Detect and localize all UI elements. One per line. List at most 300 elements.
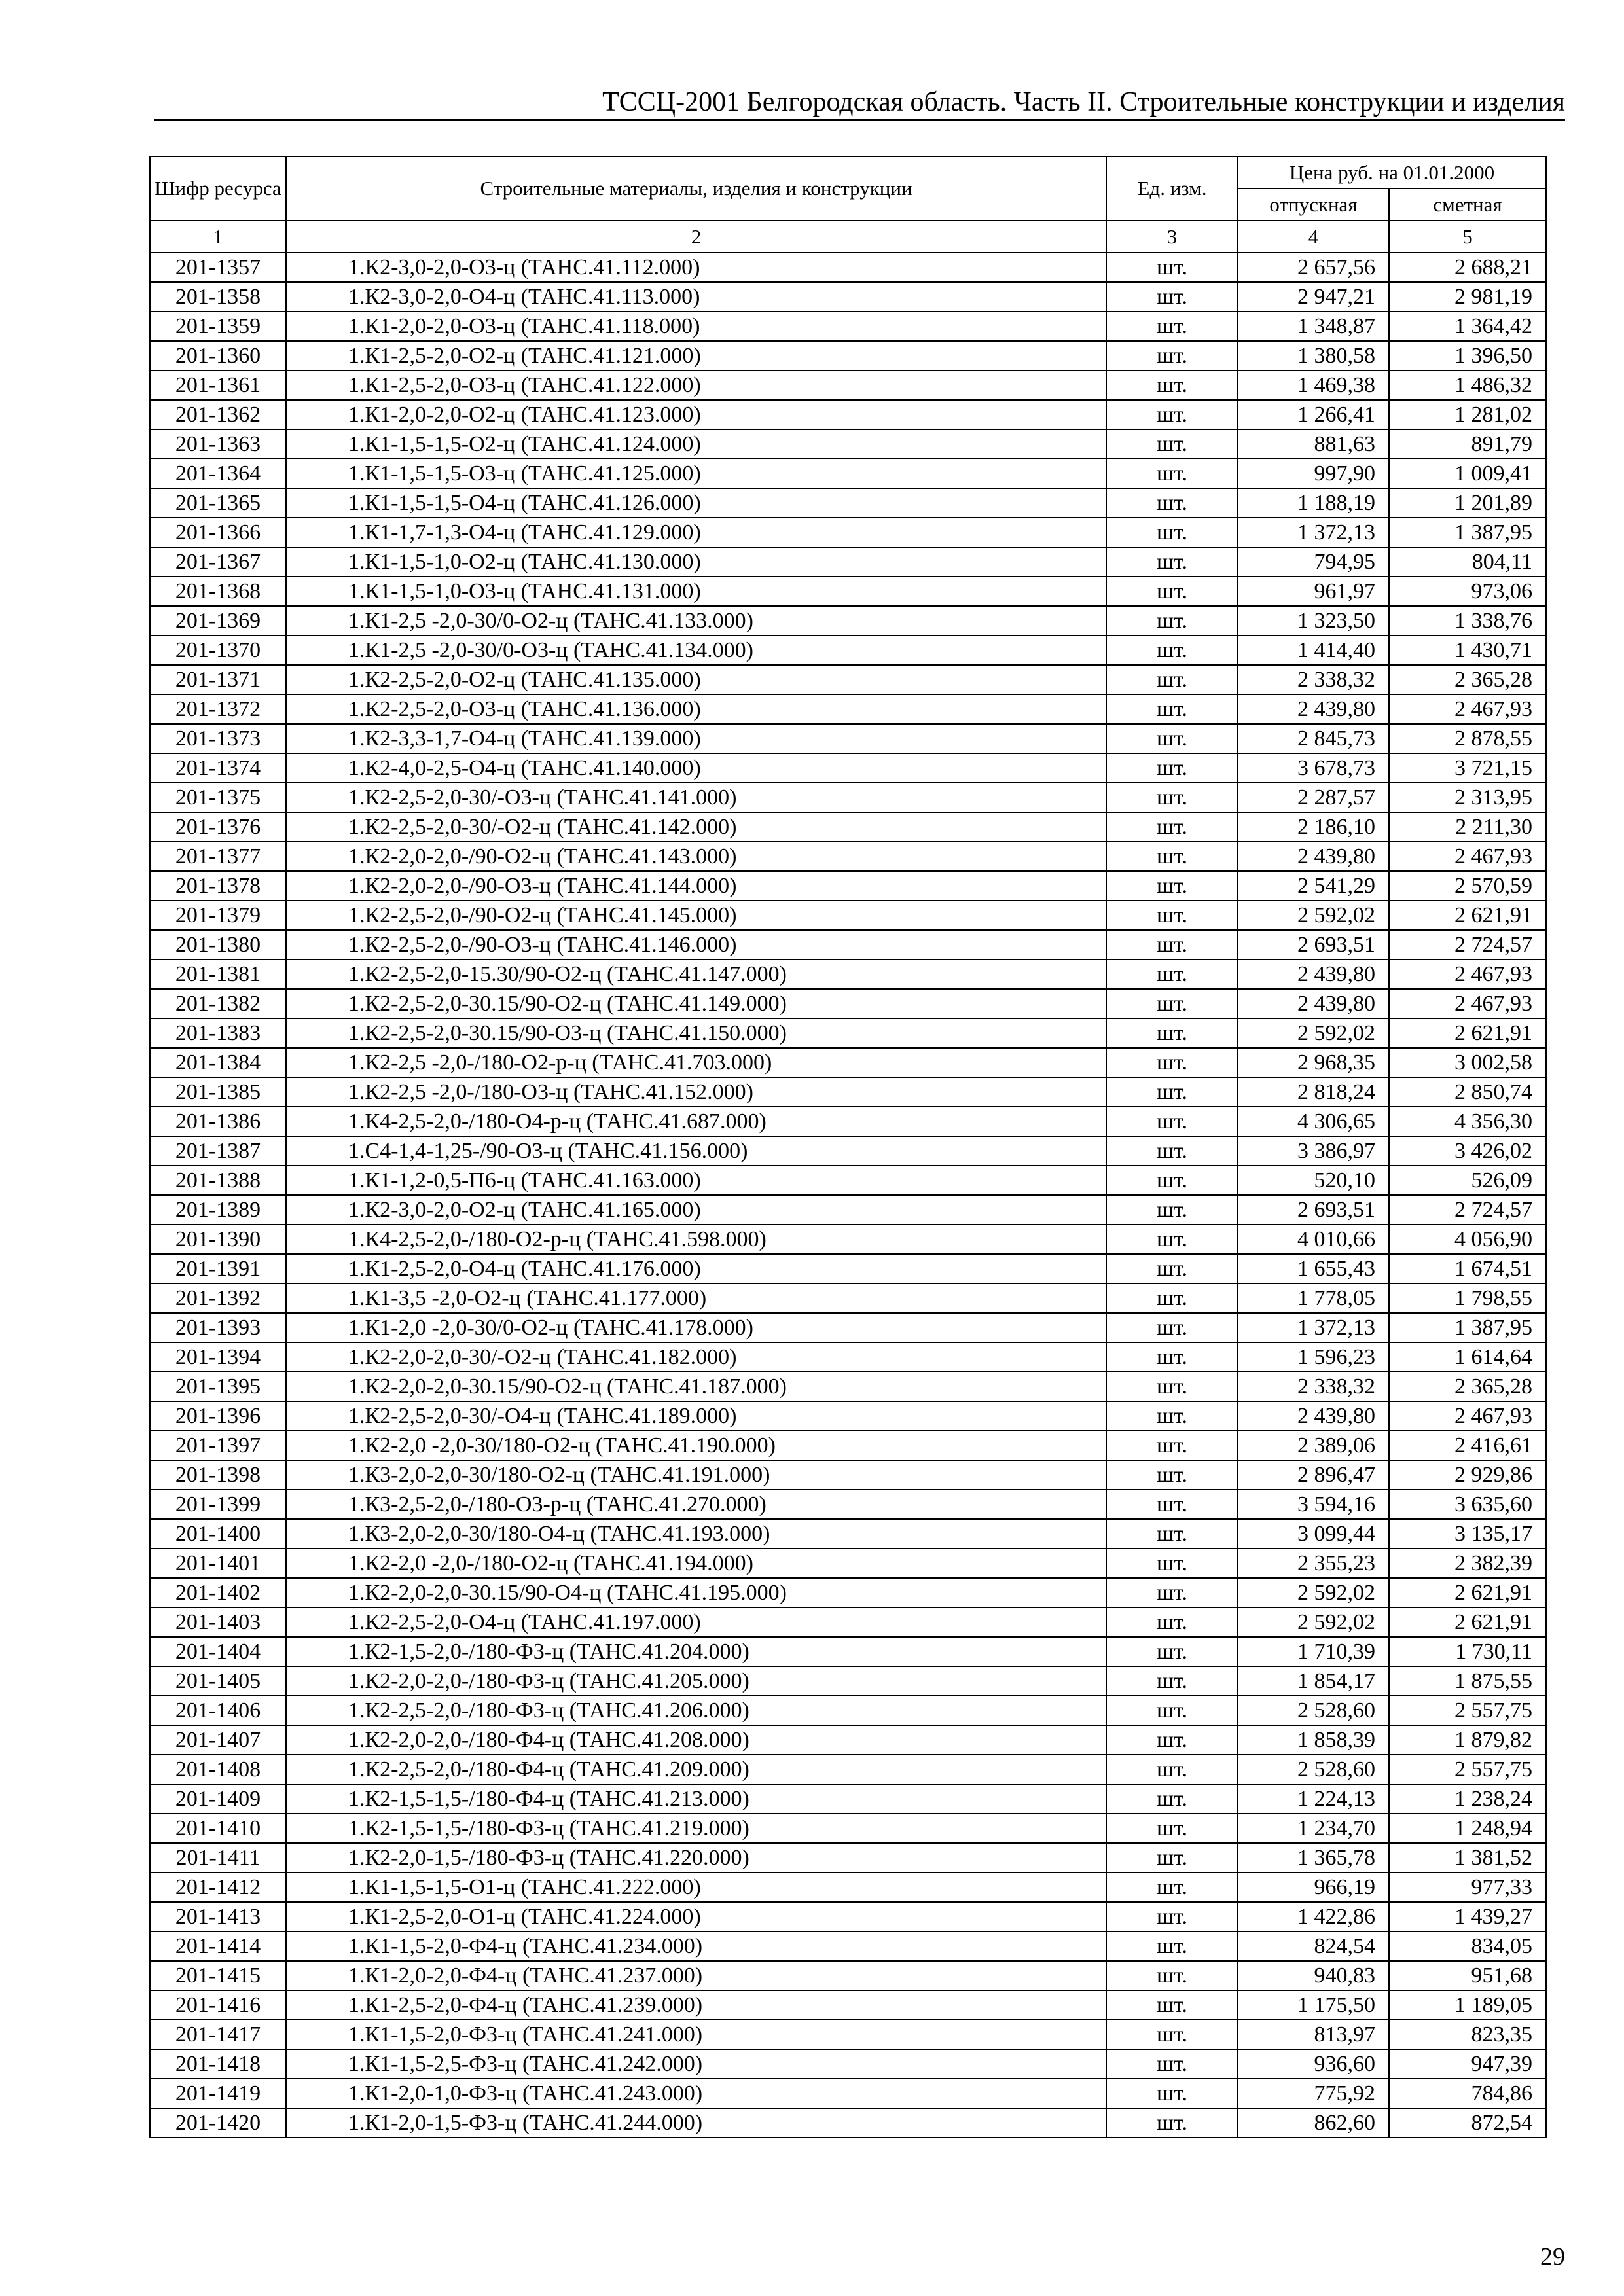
unit-cell: шт.: [1106, 1902, 1238, 1931]
resource-code-cell: 201-1387: [150, 1136, 286, 1166]
estimate-price-cell: 1 798,55: [1389, 1283, 1546, 1313]
release-price-cell: 2 338,32: [1238, 665, 1389, 694]
unit-cell: шт.: [1106, 341, 1238, 370]
material-name-cell: 1.К2-2,5-2,0-30/-О2-ц (ТАНС.41.142.000): [286, 812, 1106, 842]
estimate-price-cell: 3 635,60: [1389, 1490, 1546, 1519]
material-name-cell: 1.К2-1,5-2,0-/180-Ф3-ц (ТАНС.41.204.000): [286, 1637, 1106, 1666]
table-row: [150, 1077, 1546, 1107]
material-name-cell: 1.К2-2,5 -2,0-/180-О2-р-ц (ТАНС.41.703.000): [286, 1048, 1106, 1077]
unit-cell: шт.: [1106, 1107, 1238, 1136]
material-name-cell: 1.К4-2,5-2,0-/180-О2-р-ц (ТАНС.41.598.000): [286, 1225, 1106, 1254]
unit-cell: шт.: [1106, 1607, 1238, 1637]
estimate-price-cell: 1 396,50: [1389, 341, 1546, 370]
table-row: [150, 1637, 1546, 1666]
resource-code-cell: 201-1397: [150, 1431, 286, 1460]
estimate-price-cell: 2 416,61: [1389, 1431, 1546, 1460]
resource-code-cell: 201-1419: [150, 2079, 286, 2108]
release-price-cell: 966,19: [1238, 1873, 1389, 1902]
resource-code-cell: 201-1415: [150, 1961, 286, 1990]
resource-code-cell: 201-1395: [150, 1372, 286, 1401]
table-row: [150, 2049, 1546, 2079]
material-name-cell: 1.К4-2,5-2,0-/180-О4-р-ц (ТАНС.41.687.000): [286, 1107, 1106, 1136]
release-price-cell: 961,97: [1238, 577, 1389, 606]
estimate-price-cell: 3 135,17: [1389, 1519, 1546, 1549]
unit-cell: шт.: [1106, 2049, 1238, 2079]
resource-code-cell: 201-1392: [150, 1283, 286, 1313]
estimate-price-cell: 2 850,74: [1389, 1077, 1546, 1107]
resource-code-cell: 201-1376: [150, 812, 286, 842]
estimate-price-cell: 2 557,75: [1389, 1755, 1546, 1784]
release-price-cell: 2 439,80: [1238, 989, 1389, 1018]
resource-code-cell: 201-1362: [150, 400, 286, 429]
resource-code-cell: 201-1383: [150, 1018, 286, 1048]
unit-cell: шт.: [1106, 724, 1238, 753]
unit-cell: шт.: [1106, 2020, 1238, 2049]
resource-code-cell: 201-1371: [150, 665, 286, 694]
table-row: [150, 753, 1546, 783]
release-price-cell: 881,63: [1238, 429, 1389, 459]
release-price-cell: 520,10: [1238, 1166, 1389, 1195]
release-price-cell: 1 469,38: [1238, 370, 1389, 400]
release-price-cell: 2 693,51: [1238, 930, 1389, 960]
material-name-cell: 1.С4-1,4-1,25-/90-О3-ц (ТАНС.41.156.000): [286, 1136, 1106, 1166]
table-row: [150, 724, 1546, 753]
resource-code-cell: 201-1413: [150, 1902, 286, 1931]
release-price-cell: 936,60: [1238, 2049, 1389, 2079]
material-name-cell: 1.К2-2,5-2,0-30/-О3-ц (ТАНС.41.141.000): [286, 783, 1106, 812]
table-row: [150, 1666, 1546, 1696]
material-name-cell: 1.К2-3,0-2,0-О4-ц (ТАНС.41.113.000): [286, 282, 1106, 312]
table-row: [150, 400, 1546, 429]
table-row: [150, 1313, 1546, 1342]
table-row: [150, 694, 1546, 724]
material-name-cell: 1.К1-2,5 -2,0-30/0-О3-ц (ТАНС.41.134.000): [286, 636, 1106, 665]
unit-cell: шт.: [1106, 1283, 1238, 1313]
table-row: [150, 1931, 1546, 1961]
unit-cell: шт.: [1106, 2079, 1238, 2108]
release-price-cell: 1 348,87: [1238, 312, 1389, 341]
unit-cell: шт.: [1106, 665, 1238, 694]
material-name-cell: 1.К2-2,0-2,0-30.15/90-О4-ц (ТАНС.41.195.000): [286, 1578, 1106, 1607]
material-name-cell: 1.К3-2,5-2,0-/180-О3-р-ц (ТАНС.41.270.000): [286, 1490, 1106, 1519]
material-name-cell: 1.К2-2,5-2,0-О2-ц (ТАНС.41.135.000): [286, 665, 1106, 694]
estimate-price-cell: 2 365,28: [1389, 665, 1546, 694]
unit-cell: шт.: [1106, 1549, 1238, 1578]
material-name-cell: 1.К2-2,0-2,0-/90-О2-ц (ТАНС.41.143.000): [286, 842, 1106, 871]
release-price-cell: 2 439,80: [1238, 842, 1389, 871]
material-name-cell: 1.К2-2,5-2,0-30.15/90-О3-ц (ТАНС.41.150.000): [286, 1018, 1106, 1048]
estimate-price-cell: 947,39: [1389, 2049, 1546, 2079]
resource-code-cell: 201-1396: [150, 1401, 286, 1431]
unit-cell: шт.: [1106, 1195, 1238, 1225]
resource-code-cell: 201-1389: [150, 1195, 286, 1225]
unit-cell: шт.: [1106, 253, 1238, 282]
material-name-cell: 1.К1-2,5-2,0-О4-ц (ТАНС.41.176.000): [286, 1254, 1106, 1283]
table-row: [150, 1549, 1546, 1578]
resource-code-cell: 201-1358: [150, 282, 286, 312]
release-price-cell: 1 655,43: [1238, 1254, 1389, 1283]
estimate-price-cell: 2 557,75: [1389, 1696, 1546, 1725]
table-row: [150, 341, 1546, 370]
resource-code-cell: 201-1420: [150, 2108, 286, 2138]
release-price-cell: 1 778,05: [1238, 1283, 1389, 1313]
estimate-price-cell: 834,05: [1389, 1931, 1546, 1961]
estimate-price-cell: 1 009,41: [1389, 459, 1546, 488]
table-row: [150, 2020, 1546, 2049]
release-price-cell: 2 947,21: [1238, 282, 1389, 312]
table-row: [150, 960, 1546, 989]
header-divider: [154, 119, 1565, 121]
table-row: [150, 1961, 1546, 1990]
release-price-cell: 2 389,06: [1238, 1431, 1389, 1460]
table-row: [150, 1018, 1546, 1048]
material-name-cell: 1.К2-2,5-2,0-15.30/90-О2-ц (ТАНС.41.147.000): [286, 960, 1106, 989]
estimate-price-cell: 2 724,57: [1389, 930, 1546, 960]
resource-code-cell: 201-1375: [150, 783, 286, 812]
release-price-cell: 1 224,13: [1238, 1784, 1389, 1814]
release-price-cell: 1 372,13: [1238, 1313, 1389, 1342]
material-name-cell: 1.К1-1,5-1,5-О1-ц (ТАНС.41.222.000): [286, 1873, 1106, 1902]
header-estimate-price: сметная: [1389, 188, 1546, 221]
estimate-price-cell: 1 430,71: [1389, 636, 1546, 665]
resource-code-cell: 201-1414: [150, 1931, 286, 1961]
unit-cell: шт.: [1106, 1018, 1238, 1048]
resource-code-cell: 201-1365: [150, 488, 286, 518]
table-row: [150, 1107, 1546, 1136]
unit-cell: шт.: [1106, 812, 1238, 842]
material-name-cell: 1.К1-2,0-1,0-Ф3-ц (ТАНС.41.243.000): [286, 2079, 1106, 2108]
estimate-price-cell: 1 875,55: [1389, 1666, 1546, 1696]
unit-cell: шт.: [1106, 1873, 1238, 1902]
table-row: [150, 1578, 1546, 1607]
material-name-cell: 1.К2-2,0-1,5-/180-Ф3-ц (ТАНС.41.220.000): [286, 1843, 1106, 1873]
estimate-price-cell: 823,35: [1389, 2020, 1546, 2049]
resource-code-cell: 201-1364: [150, 459, 286, 488]
resource-code-cell: 201-1363: [150, 429, 286, 459]
material-name-cell: 1.К1-2,5-2,0-Ф4-ц (ТАНС.41.239.000): [286, 1990, 1106, 2020]
table-row: [150, 989, 1546, 1018]
page-header-title: ТССЦ-2001 Белгородская область. Часть II. Строительные конструкции и изделия: [602, 87, 1565, 117]
table-row: [150, 901, 1546, 930]
resource-code-cell: 201-1399: [150, 1490, 286, 1519]
table-row: [150, 1136, 1546, 1166]
table-row: [150, 547, 1546, 577]
estimate-price-cell: 1 281,02: [1389, 400, 1546, 429]
material-name-cell: 1.К2-2,0-2,0-/180-Ф3-ц (ТАНС.41.205.000): [286, 1666, 1106, 1696]
table-row: [150, 1784, 1546, 1814]
price-table-body: [150, 253, 1546, 2138]
unit-cell: шт.: [1106, 518, 1238, 547]
table-row: [150, 1843, 1546, 1873]
estimate-price-cell: 1 387,95: [1389, 1313, 1546, 1342]
resource-code-cell: 201-1398: [150, 1460, 286, 1490]
release-price-cell: 2 287,57: [1238, 783, 1389, 812]
material-name-cell: 1.К1-1,5-2,5-Ф3-ц (ТАНС.41.242.000): [286, 2049, 1106, 2079]
unit-cell: шт.: [1106, 1313, 1238, 1342]
release-price-cell: 2 592,02: [1238, 1578, 1389, 1607]
release-price-cell: 2 818,24: [1238, 1077, 1389, 1107]
unit-cell: шт.: [1106, 842, 1238, 871]
resource-code-cell: 201-1401: [150, 1549, 286, 1578]
release-price-cell: 794,95: [1238, 547, 1389, 577]
resource-code-cell: 201-1394: [150, 1342, 286, 1372]
estimate-price-cell: 1 201,89: [1389, 488, 1546, 518]
unit-cell: шт.: [1106, 312, 1238, 341]
unit-cell: шт.: [1106, 1784, 1238, 1814]
estimate-price-cell: 2 570,59: [1389, 871, 1546, 901]
material-name-cell: 1.К2-2,0 -2,0-/180-О2-ц (ТАНС.41.194.000): [286, 1549, 1106, 1578]
material-name-cell: 1.К2-2,0-2,0-30.15/90-О2-ц (ТАНС.41.187.000): [286, 1372, 1106, 1401]
material-name-cell: 1.К1-2,5-2,0-О1-ц (ТАНС.41.224.000): [286, 1902, 1106, 1931]
unit-cell: шт.: [1106, 930, 1238, 960]
material-name-cell: 1.К2-2,5-2,0-О4-ц (ТАНС.41.197.000): [286, 1607, 1106, 1637]
table-row: [150, 253, 1546, 282]
resource-code-cell: 201-1384: [150, 1048, 286, 1077]
table-row: [150, 1048, 1546, 1077]
material-name-cell: 1.К2-2,5-2,0-О3-ц (ТАНС.41.136.000): [286, 694, 1106, 724]
resource-code-cell: 201-1380: [150, 930, 286, 960]
estimate-price-cell: 804,11: [1389, 547, 1546, 577]
table-row: [150, 2079, 1546, 2108]
unit-cell: шт.: [1106, 1225, 1238, 1254]
release-price-cell: 1 858,39: [1238, 1725, 1389, 1755]
resource-code-cell: 201-1361: [150, 370, 286, 400]
table-row: [150, 1372, 1546, 1401]
table-row: [150, 370, 1546, 400]
release-price-cell: 1 234,70: [1238, 1814, 1389, 1843]
estimate-price-cell: 1 338,76: [1389, 606, 1546, 636]
unit-cell: шт.: [1106, 282, 1238, 312]
material-name-cell: 1.К1-2,5-2,0-О2-ц (ТАНС.41.121.000): [286, 341, 1106, 370]
resource-code-cell: 201-1405: [150, 1666, 286, 1696]
estimate-price-cell: 2 467,93: [1389, 960, 1546, 989]
resource-code-cell: 201-1368: [150, 577, 286, 606]
unit-cell: шт.: [1106, 901, 1238, 930]
material-name-cell: 1.К1-1,5-1,0-О3-ц (ТАНС.41.131.000): [286, 577, 1106, 606]
material-name-cell: 1.К1-2,0-1,5-Ф3-ц (ТАНС.41.244.000): [286, 2108, 1106, 2138]
release-price-cell: 940,83: [1238, 1961, 1389, 1990]
estimate-price-cell: 2 467,93: [1389, 842, 1546, 871]
estimate-price-cell: 3 426,02: [1389, 1136, 1546, 1166]
resource-code-cell: 201-1373: [150, 724, 286, 753]
material-name-cell: 1.К2-2,0 -2,0-30/180-О2-ц (ТАНС.41.190.000): [286, 1431, 1106, 1460]
table-row: [150, 1166, 1546, 1195]
material-name-cell: 1.К1-1,5-1,0-О2-ц (ТАНС.41.130.000): [286, 547, 1106, 577]
estimate-price-cell: 1 486,32: [1389, 370, 1546, 400]
table-row: [150, 1519, 1546, 1549]
unit-cell: шт.: [1106, 370, 1238, 400]
unit-cell: шт.: [1106, 1843, 1238, 1873]
material-name-cell: 1.К2-2,5-2,0-/180-Ф3-ц (ТАНС.41.206.000): [286, 1696, 1106, 1725]
material-name-cell: 1.К3-2,0-2,0-30/180-О4-ц (ТАНС.41.193.000): [286, 1519, 1106, 1549]
table-row: [150, 1195, 1546, 1225]
table-row: [150, 1401, 1546, 1431]
unit-cell: шт.: [1106, 459, 1238, 488]
resource-code-cell: 201-1370: [150, 636, 286, 665]
material-name-cell: 1.К1-1,2-0,5-П6-ц (ТАНС.41.163.000): [286, 1166, 1106, 1195]
resource-code-cell: 201-1417: [150, 2020, 286, 2049]
unit-cell: шт.: [1106, 1931, 1238, 1961]
column-number-row: [150, 221, 1546, 253]
estimate-price-cell: 1 248,94: [1389, 1814, 1546, 1843]
price-table: [149, 156, 1547, 2138]
material-name-cell: 1.К2-3,3-1,7-О4-ц (ТАНС.41.139.000): [286, 724, 1106, 753]
unit-cell: шт.: [1106, 1136, 1238, 1166]
table-row: [150, 842, 1546, 871]
estimate-price-cell: 526,09: [1389, 1166, 1546, 1195]
estimate-price-cell: 2 621,91: [1389, 1018, 1546, 1048]
estimate-price-cell: 1 879,82: [1389, 1725, 1546, 1755]
table-row: [150, 1254, 1546, 1283]
column-number: 5: [1389, 221, 1546, 253]
estimate-price-cell: 1 730,11: [1389, 1637, 1546, 1666]
estimate-price-cell: 977,33: [1389, 1873, 1546, 1902]
resource-code-cell: 201-1369: [150, 606, 286, 636]
table-row: [150, 1990, 1546, 2020]
unit-cell: шт.: [1106, 1372, 1238, 1401]
release-price-cell: 813,97: [1238, 2020, 1389, 2049]
table-row: [150, 636, 1546, 665]
material-name-cell: 1.К1-2,0-2,0-Ф4-ц (ТАНС.41.237.000): [286, 1961, 1106, 1990]
unit-cell: шт.: [1106, 636, 1238, 665]
resource-code-cell: 201-1360: [150, 341, 286, 370]
estimate-price-cell: 2 621,91: [1389, 1607, 1546, 1637]
resource-code-cell: 201-1381: [150, 960, 286, 989]
table-row: [150, 518, 1546, 547]
release-price-cell: 2 541,29: [1238, 871, 1389, 901]
unit-cell: шт.: [1106, 547, 1238, 577]
table-row: [150, 488, 1546, 518]
unit-cell: шт.: [1106, 1490, 1238, 1519]
estimate-price-cell: 2 724,57: [1389, 1195, 1546, 1225]
resource-code-cell: 201-1404: [150, 1637, 286, 1666]
unit-cell: шт.: [1106, 1431, 1238, 1460]
estimate-price-cell: 784,86: [1389, 2079, 1546, 2108]
table-row: [150, 1696, 1546, 1725]
release-price-cell: 2 592,02: [1238, 1018, 1389, 1048]
unit-cell: шт.: [1106, 1342, 1238, 1372]
material-name-cell: 1.К1-1,5-1,5-О3-ц (ТАНС.41.125.000): [286, 459, 1106, 488]
table-row: [150, 1431, 1546, 1460]
material-name-cell: 1.К3-2,0-2,0-30/180-О2-ц (ТАНС.41.191.000): [286, 1460, 1106, 1490]
release-price-cell: 2 439,80: [1238, 960, 1389, 989]
material-name-cell: 1.К2-1,5-1,5-/180-Ф3-ц (ТАНС.41.219.000): [286, 1814, 1106, 1843]
table-row: [150, 1814, 1546, 1843]
material-name-cell: 1.К2-1,5-1,5-/180-Ф4-ц (ТАНС.41.213.000): [286, 1784, 1106, 1814]
release-price-cell: 2 439,80: [1238, 1401, 1389, 1431]
table-row: [150, 1755, 1546, 1784]
material-name-cell: 1.К2-2,5-2,0-/90-О3-ц (ТАНС.41.146.000): [286, 930, 1106, 960]
estimate-price-cell: 1 387,95: [1389, 518, 1546, 547]
release-price-cell: 1 175,50: [1238, 1990, 1389, 2020]
unit-cell: шт.: [1106, 429, 1238, 459]
release-price-cell: 2 845,73: [1238, 724, 1389, 753]
estimate-price-cell: 1 238,24: [1389, 1784, 1546, 1814]
estimate-price-cell: 872,54: [1389, 2108, 1546, 2138]
unit-cell: шт.: [1106, 577, 1238, 606]
resource-code-cell: 201-1412: [150, 1873, 286, 1902]
estimate-price-cell: 3 721,15: [1389, 753, 1546, 783]
unit-cell: шт.: [1106, 1254, 1238, 1283]
table-row: [150, 606, 1546, 636]
material-name-cell: 1.К2-2,5-2,0-/180-Ф4-ц (ТАНС.41.209.000): [286, 1755, 1106, 1784]
material-name-cell: 1.К1-1,5-1,5-О2-ц (ТАНС.41.124.000): [286, 429, 1106, 459]
estimate-price-cell: 1 674,51: [1389, 1254, 1546, 1283]
estimate-price-cell: 2 981,19: [1389, 282, 1546, 312]
estimate-price-cell: 3 002,58: [1389, 1048, 1546, 1077]
resource-code-cell: 201-1407: [150, 1725, 286, 1755]
release-price-cell: 2 528,60: [1238, 1696, 1389, 1725]
unit-cell: шт.: [1106, 1460, 1238, 1490]
unit-cell: шт.: [1106, 2108, 1238, 2138]
release-price-cell: 1 372,13: [1238, 518, 1389, 547]
estimate-price-cell: 2 878,55: [1389, 724, 1546, 753]
release-price-cell: 862,60: [1238, 2108, 1389, 2138]
estimate-price-cell: 2 382,39: [1389, 1549, 1546, 1578]
resource-code-cell: 201-1366: [150, 518, 286, 547]
unit-cell: шт.: [1106, 1990, 1238, 2020]
estimate-price-cell: 2 467,93: [1389, 989, 1546, 1018]
estimate-price-cell: 2 313,95: [1389, 783, 1546, 812]
material-name-cell: 1.К2-2,0-2,0-/180-Ф4-ц (ТАНС.41.208.000): [286, 1725, 1106, 1755]
table-row: [150, 1490, 1546, 1519]
header-release-price: отпускная: [1238, 188, 1389, 221]
release-price-cell: 824,54: [1238, 1931, 1389, 1961]
unit-cell: шт.: [1106, 1961, 1238, 1990]
table-row: [150, 577, 1546, 606]
table-row: [150, 1342, 1546, 1372]
table-row: [150, 1460, 1546, 1490]
release-price-cell: 2 338,32: [1238, 1372, 1389, 1401]
release-price-cell: 2 186,10: [1238, 812, 1389, 842]
estimate-price-cell: 4 356,30: [1389, 1107, 1546, 1136]
release-price-cell: 1 323,50: [1238, 606, 1389, 636]
resource-code-cell: 201-1402: [150, 1578, 286, 1607]
estimate-price-cell: 2 929,86: [1389, 1460, 1546, 1490]
estimate-price-cell: 951,68: [1389, 1961, 1546, 1990]
release-price-cell: 2 657,56: [1238, 253, 1389, 282]
material-name-cell: 1.К1-1,5-2,0-Ф3-ц (ТАНС.41.241.000): [286, 2020, 1106, 2049]
resource-code-cell: 201-1359: [150, 312, 286, 341]
table-row: [150, 871, 1546, 901]
release-price-cell: 2 592,02: [1238, 1607, 1389, 1637]
estimate-price-cell: 1 614,64: [1389, 1342, 1546, 1372]
table-row: [150, 312, 1546, 341]
release-price-cell: 2 693,51: [1238, 1195, 1389, 1225]
unit-cell: шт.: [1106, 1755, 1238, 1784]
table-row: [150, 282, 1546, 312]
material-name-cell: 1.К2-2,5-2,0-30/-О4-ц (ТАНС.41.189.000): [286, 1401, 1106, 1431]
material-name-cell: 1.К1-1,7-1,3-О4-ц (ТАНС.41.129.000): [286, 518, 1106, 547]
unit-cell: шт.: [1106, 960, 1238, 989]
release-price-cell: 1 365,78: [1238, 1843, 1389, 1873]
resource-code-cell: 201-1385: [150, 1077, 286, 1107]
material-name-cell: 1.К1-2,0-2,0-О3-ц (ТАНС.41.118.000): [286, 312, 1106, 341]
resource-code-cell: 201-1400: [150, 1519, 286, 1549]
resource-code-cell: 201-1416: [150, 1990, 286, 2020]
release-price-cell: 2 968,35: [1238, 1048, 1389, 1077]
unit-cell: шт.: [1106, 1077, 1238, 1107]
release-price-cell: 3 594,16: [1238, 1490, 1389, 1519]
material-name-cell: 1.К1-3,5 -2,0-О2-ц (ТАНС.41.177.000): [286, 1283, 1106, 1313]
column-number: 2: [286, 221, 1106, 253]
table-row: [150, 1283, 1546, 1313]
unit-cell: шт.: [1106, 694, 1238, 724]
resource-code-cell: 201-1393: [150, 1313, 286, 1342]
release-price-cell: 2 896,47: [1238, 1460, 1389, 1490]
table-row: [150, 1607, 1546, 1637]
resource-code-cell: 201-1372: [150, 694, 286, 724]
